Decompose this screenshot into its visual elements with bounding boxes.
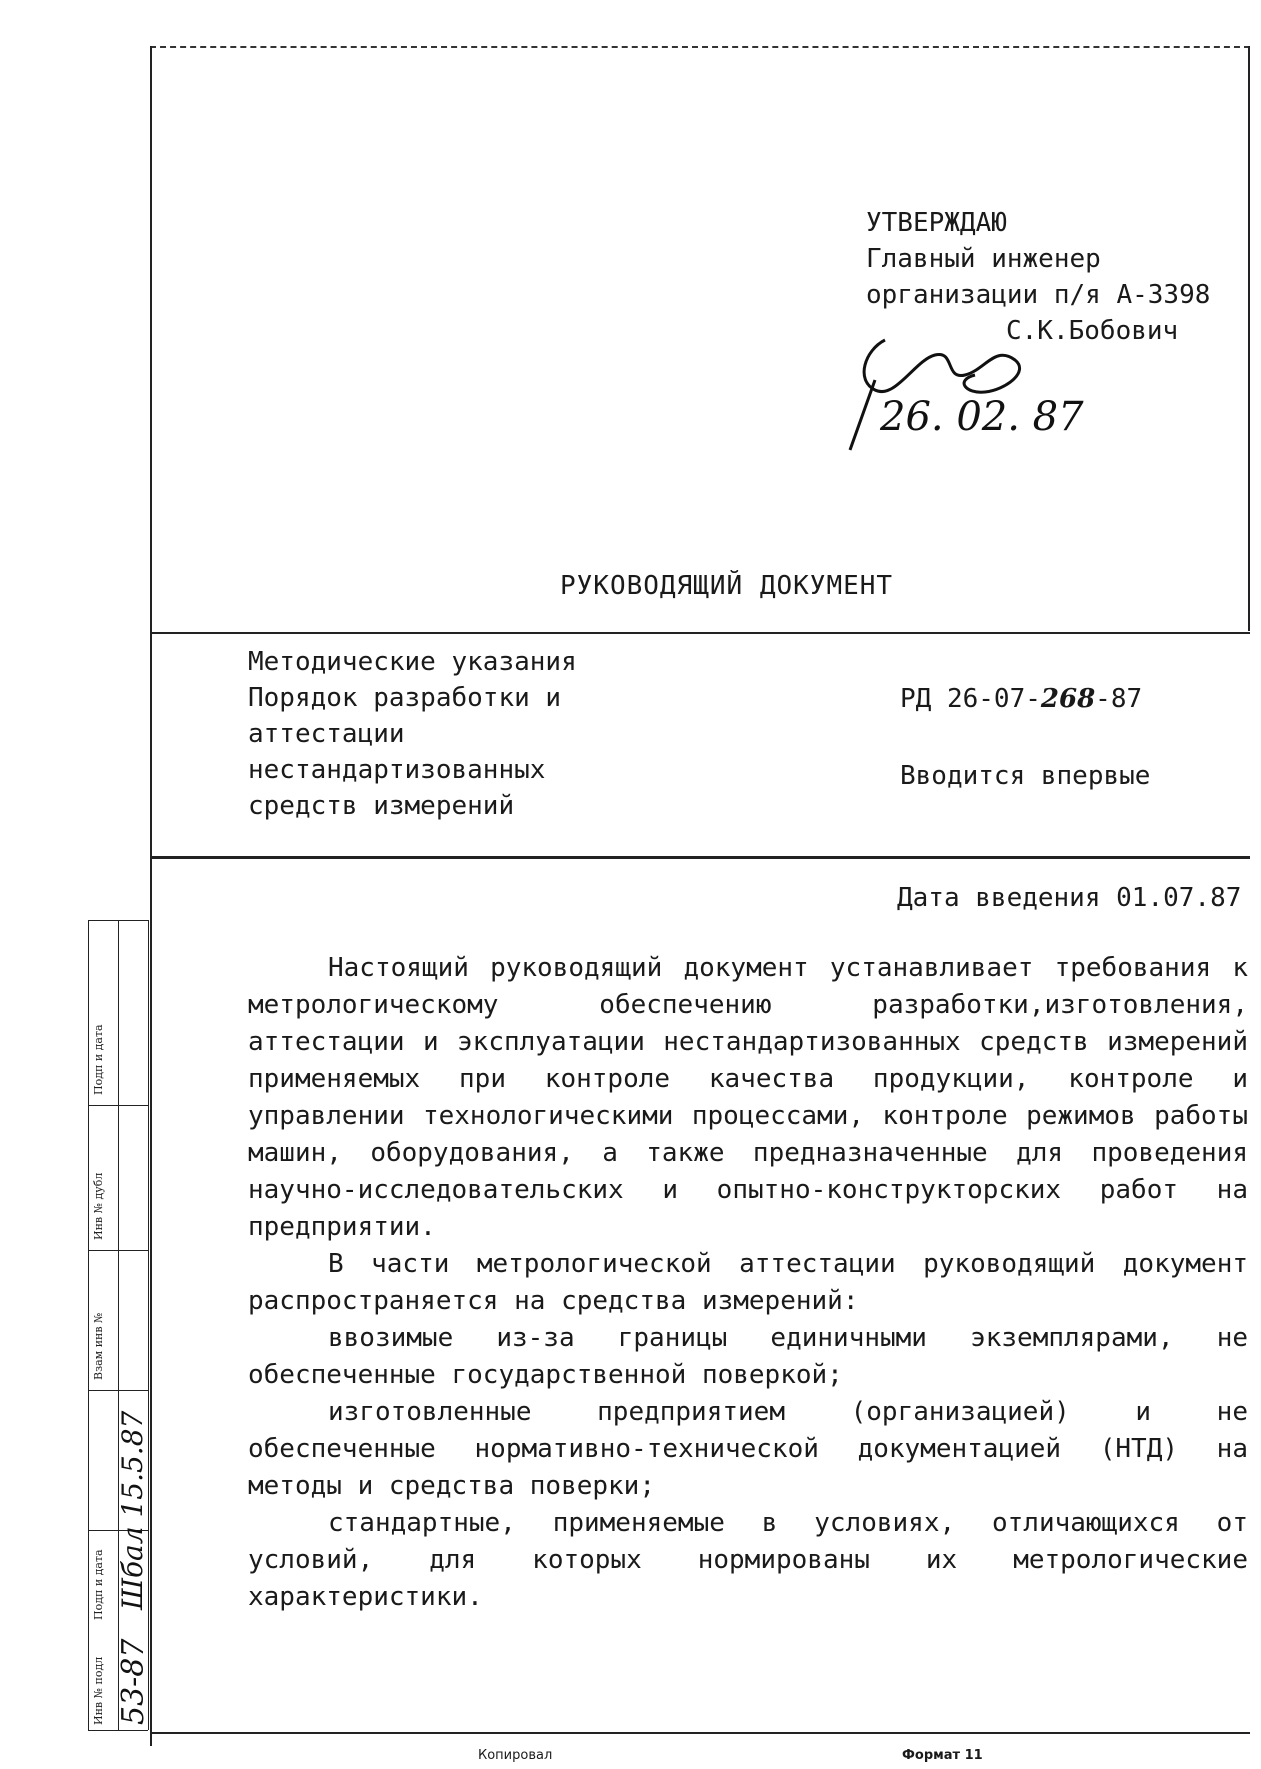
title-line: нестандартизованных (248, 755, 546, 785)
footer-left: Копировал (478, 1748, 553, 1763)
document-title (248, 644, 577, 824)
approval-position: Главный инженер (866, 244, 1101, 274)
title-line: аттестации (248, 719, 405, 749)
stamp-label: Подп и дата (92, 1549, 105, 1620)
approval-organization: организации п/я А-3398 (866, 280, 1211, 310)
handwritten-note: Шбал 15.5.87 (116, 1410, 149, 1610)
title-line: Порядок разработки и (248, 683, 562, 713)
document-type: РУКОВОДЯЩИЙ ДОКУМЕНТ (560, 571, 894, 601)
paragraph: ввозимые из-за границы единичными экземплярами, не обеспеченные государственной поверкой; (248, 1323, 1248, 1390)
stamp-label: Взам инв № (92, 1312, 105, 1380)
document-code (900, 681, 1142, 718)
right-border (1248, 46, 1250, 631)
handwritten-number: 53-87 (116, 1638, 151, 1725)
paragraph: стандартные, применяемые в условиях, отличающихся от условий, для которых нормированы их метрологические характеристики. (248, 1508, 1248, 1612)
title-divider (150, 856, 1250, 859)
approval-name: С.К.Бобович (1006, 316, 1179, 346)
document-body (248, 950, 1248, 1616)
stamp-label: Подп и дата (92, 1024, 105, 1095)
title-line: Методические указания (248, 647, 577, 677)
approval-heading: УТВЕРЖДАЮ (866, 208, 1007, 238)
paragraph: Настоящий руководящий документ устанавливает требования к метрологическому обеспечению разработки,изготовления, аттестации и эксплуатации нестандартизованных средств измерений применяемых при контроле качества продукции, контроле и управлении технологическими процессами, контроле режимов работы машин, оборудования, а также предназначенные для проведения научно-исследовательских и опытно-конструкторских работ на предприятии. (248, 953, 1248, 1242)
top-border (150, 46, 1250, 48)
footer-right: Формат 11 (902, 1748, 983, 1763)
stamp-label: Инв № подл (92, 1656, 105, 1725)
code-suffix: -87 (1095, 684, 1143, 714)
signature-image (845, 320, 1175, 460)
margin-stamp (88, 920, 151, 1750)
code-number: 268 (1040, 684, 1096, 714)
code-prefix: РД 26-07- (900, 684, 1041, 714)
introduced-note: Вводится впервые (900, 761, 1151, 791)
header-divider (150, 632, 1250, 634)
bottom-border (150, 1732, 1250, 1734)
paragraph: изготовленные предприятием (организацией) и не обеспеченные нормативно-технической документацией (НТД) на методы и средства поверки; (248, 1397, 1248, 1501)
paragraph: В части метрологической аттестации руководящий документ распространяется на средства измерений: (248, 1249, 1248, 1316)
left-border (150, 46, 152, 1746)
title-line: средств измерений (248, 791, 515, 821)
stamp-label: Инв № дубл (92, 1172, 105, 1240)
signature-date: 26. 02. 87 (880, 394, 1084, 440)
date-introduced: Дата введения 01.07.87 (897, 883, 1242, 913)
